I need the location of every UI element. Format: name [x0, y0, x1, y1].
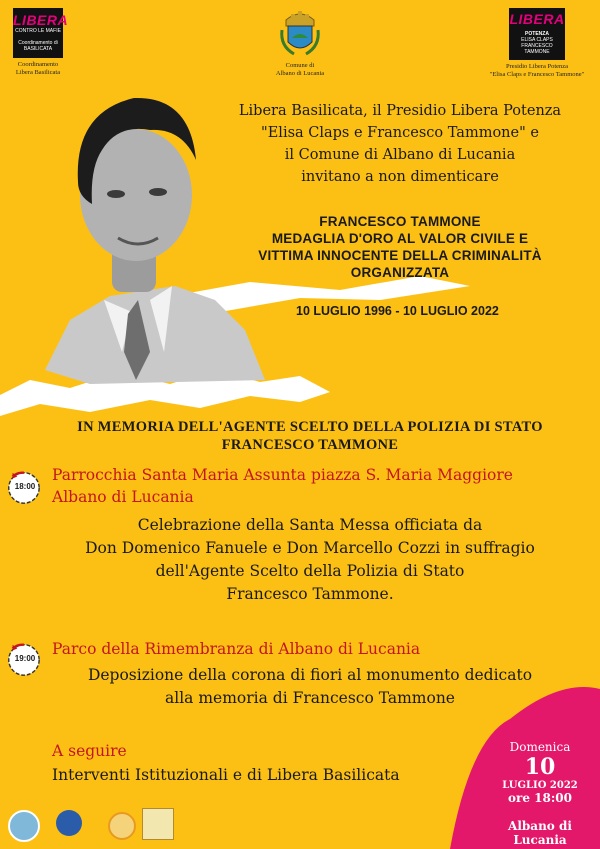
logo-subtitle: CONTRO LE MAFIE — [15, 28, 61, 34]
description-line: Francesco Tammone. — [226, 585, 394, 603]
comune-caption-line1: Comune di — [285, 62, 315, 69]
title-heading — [220, 213, 580, 281]
partner-logo-icon — [56, 810, 82, 836]
logo-subtitle-2: ELISA CLAPS — [521, 37, 553, 43]
partner-logo-icon — [8, 810, 40, 842]
clock-time: 19:00 — [14, 654, 36, 663]
description-line: alla memoria di Francesco Tammone — [165, 689, 455, 707]
follow-title: A seguire — [52, 742, 127, 760]
logo-subtitle-3: FRANCESCO TAMMONE — [521, 43, 553, 55]
logo-subtitle: POTENZA — [525, 31, 549, 37]
heading-line: FRANCESCO TAMMONE — [319, 214, 481, 229]
comune-caption-line2: Albano di Lucania — [275, 70, 325, 77]
date-range: 10 LUGLIO 1996 - 10 LUGLIO 2022 — [296, 304, 499, 318]
logo-caption-line1: Coordinamento — [17, 61, 59, 68]
heading-line: VITTIMA INNOCENTE DELLA CRIMINALITÀ — [258, 248, 542, 263]
description-line: Celebrazione della Santa Messa officiata da — [137, 516, 483, 534]
intro-line: il Comune di Albano di Lucania — [284, 147, 516, 163]
logo-subtitle-3: BASILICATA — [23, 46, 53, 52]
description-line: Don Domenico Fanuele e Don Marcello Cozzi in suffragio — [85, 539, 535, 557]
logo-subtitle-2: Coordinamento di — [18, 40, 58, 46]
partner-logo-icon — [108, 812, 136, 840]
event1-description — [30, 514, 590, 606]
badge-month-year: LUGLIO 2022 — [502, 780, 578, 791]
memoria-line: IN MEMORIA DELL'AGENTE SCELTO DELLA POLIZIA DI STATO — [77, 419, 543, 435]
logo-wordmark: LIBERA — [13, 12, 69, 28]
logo-caption-line2: "Elisa Claps e Francesco Tammone" — [489, 71, 585, 78]
logo-caption-line2: Libera Basilicata — [15, 69, 61, 76]
intro-line: Libera Basilicata, il Presidio Libera Potenza — [238, 103, 562, 119]
logo-caption-line1: Presidio Libera Potenza — [505, 63, 569, 70]
clock-icon — [4, 468, 42, 510]
badge-weekday: Domenica — [509, 740, 571, 754]
event2-location: Parco della Rimembranza di Albano di Lucania — [52, 640, 421, 658]
partner-logos — [8, 806, 178, 844]
clock-time: 18:00 — [14, 482, 36, 491]
date-badge — [480, 740, 600, 847]
heading-line: MEDAGLIA D'ORO AL VALOR CIVILE E — [271, 231, 529, 246]
description-line: Deposizione della corona di fiori al monumento dedicato — [87, 666, 533, 684]
event1-location — [52, 464, 597, 508]
badge-time: ore 18:00 — [508, 791, 572, 805]
location-line: Parrocchia Santa Maria Assunta piazza S. Maria Maggiore — [52, 466, 513, 484]
intro-line: "Elisa Claps e Francesco Tammone" e — [261, 125, 539, 141]
intro-line: invitano a non dimenticare — [301, 169, 499, 185]
badge-day: 10 — [524, 754, 556, 780]
memoria-line: FRANCESCO TAMMONE — [221, 437, 399, 453]
partner-logo-icon — [142, 808, 174, 840]
logo-wordmark: LIBERA — [509, 11, 565, 27]
memoria-heading — [40, 418, 580, 454]
description-line: dell'Agente Scelto della Polizia di Stato — [155, 562, 465, 580]
badge-place: Albano di Lucania — [508, 819, 572, 847]
intro-text — [200, 100, 600, 188]
location-line: Albano di Lucania — [52, 488, 194, 506]
follow-text: Interventi Istituzionali e di Libera Basilicata — [52, 766, 400, 784]
heading-line: ORGANIZZATA — [350, 265, 450, 280]
